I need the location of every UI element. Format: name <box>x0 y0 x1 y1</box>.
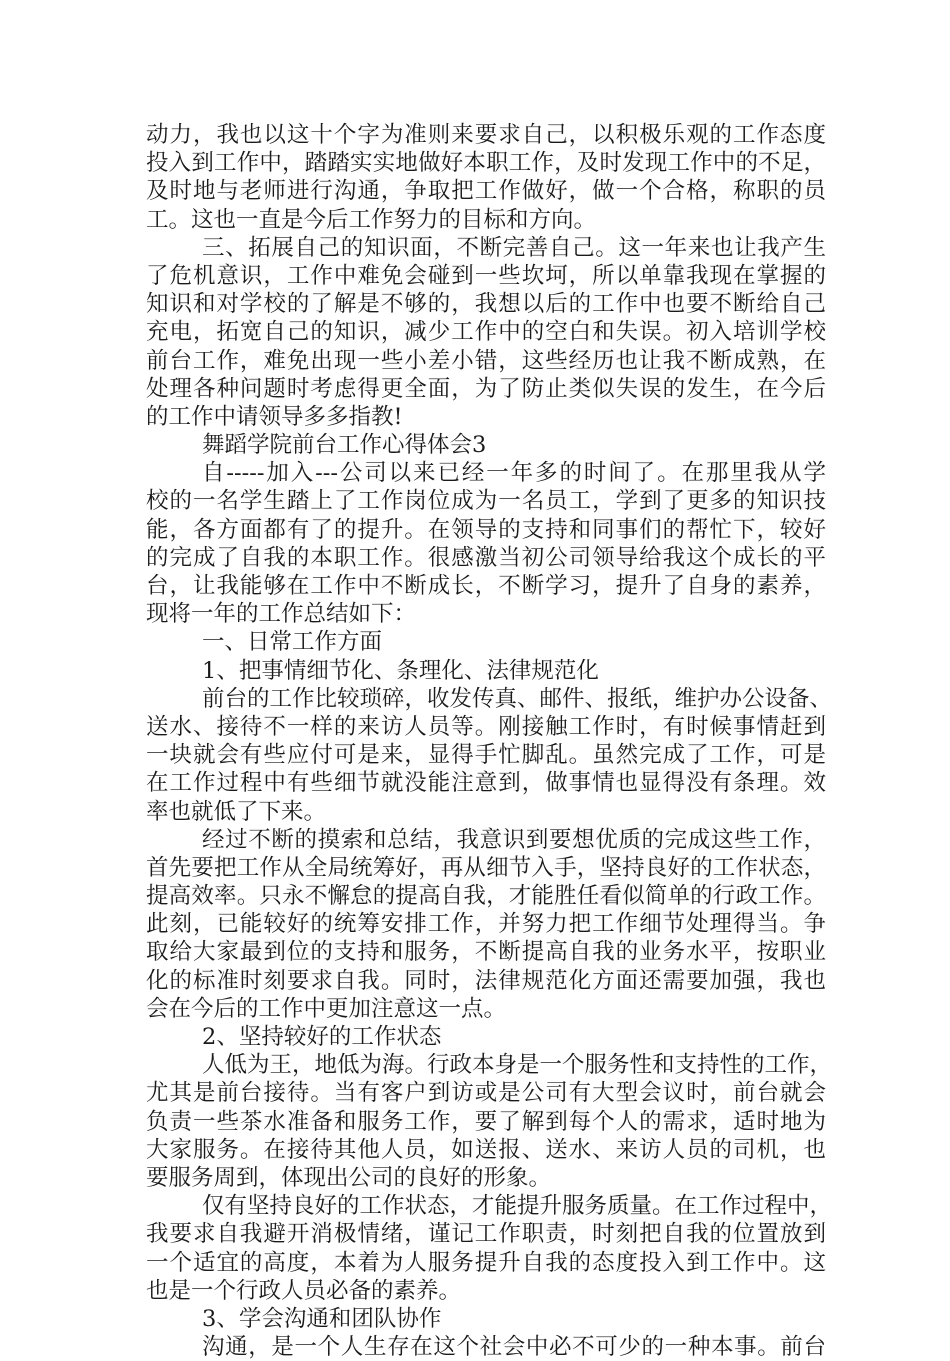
text-line: 沟通，是一个人生存在这个社会中必不可少的一种本事。前台 <box>202 1334 826 1361</box>
text-line: 自-----加入---公司以来已经一年多的时间了。在那里我从学 <box>202 460 826 487</box>
text-line: 舞蹈学院前台工作心得体会3 <box>202 432 487 459</box>
text-line: 一块就会有些应付可是来，显得手忙脚乱。虽然完成了工作，可是 <box>146 742 826 769</box>
text-line: 首先要把工作从全局统筹好，再从细节入手，坚持良好的工作状态， <box>146 854 826 881</box>
text-line: 仅有坚持良好的工作状态，才能提升服务质量。在工作过程中， <box>202 1193 833 1220</box>
text-line: 充电，拓宽自己的知识，减少工作中的空白和失误。初入培训学校 <box>146 319 826 346</box>
text-line: 前台工作，难免出现一些小差小错，这些经历也让我不断成熟，在 <box>146 347 826 374</box>
text-line: 现将一年的工作总结如下： <box>146 601 417 628</box>
text-line: 也是一个行政人员必备的素养。 <box>146 1277 462 1304</box>
text-line: 知识和对学校的了解是不够的，我想以后的工作中也要不断给自己 <box>146 291 826 318</box>
text-line: 工。这也一直是今后工作努力的目标和方向。 <box>146 206 597 233</box>
document-body <box>146 121 833 1361</box>
text-line: 一、日常工作方面 <box>202 629 383 656</box>
text-line: 1、把事情细节化、条理化、法律规范化 <box>202 657 599 684</box>
text-line: 校的一名学生踏上了工作岗位成为一名员工，学到了更多的知识技 <box>146 488 826 515</box>
text-line: 台，让我能够在工作中不断成长，不断学习，提升了自身的素养， <box>146 573 826 599</box>
text-line: 在工作过程中有些细节就没能注意到，做事情也显得没有条理。效 <box>146 770 826 797</box>
text-line: 动力，我也以这十个字为准则来要求自己，以积极乐观的工作态度 <box>146 122 826 148</box>
text-line: 的完成了自我的本职工作。很感激当初公司领导给我这个成长的平 <box>146 544 826 571</box>
text-line: 送水、接待不一样的来访人员等。刚接触工作时，有时候事情赶到 <box>146 713 826 740</box>
text-line: 前台的工作比较琐碎，收发传真、邮件、报纸，维护办公设备、 <box>202 685 833 712</box>
text-line: 大家服务。在接待其他人员，如送报、送水、来访人员的司机，也 <box>146 1136 826 1163</box>
text-line: 3、学会沟通和团队协作 <box>202 1305 442 1332</box>
text-line: 经过不断的摸索和总结，我意识到要想优质的完成这些工作， <box>202 826 826 853</box>
text-line: 要服务周到，体现出公司的良好的形象。 <box>146 1164 552 1191</box>
text-line: 了危机意识，工作中难免会碰到一些坎坷，所以单靠我现在掌握的 <box>146 262 826 289</box>
text-line: 三、拓展自己的知识面，不断完善自己。这一年来也让我产生 <box>202 234 826 261</box>
text-line: 的工作中请领导多多指教! <box>146 403 403 430</box>
text-line: 能，各方面都有了的提升。在领导的支持和同事们的帮忙下，较好 <box>146 516 826 543</box>
text-line: 一个适宜的高度，本着为人服务提升自我的态度投入到工作中。这 <box>146 1249 826 1276</box>
text-line: 提高效率。只永不懈怠的提高自我，才能胜任看似简单的行政工作。 <box>146 883 826 910</box>
text-line: 化的标准时刻要求自我。同时，法律规范化方面还需要加强，我也 <box>146 967 826 994</box>
text-line: 此刻，已能较好的统筹安排工作，并努力把工作细节处理得当。争 <box>146 911 826 938</box>
text-line: 率也就低了下来。 <box>146 798 327 825</box>
text-line: 尤其是前台接待。当有客户到访或是公司有大型会议时，前台就会 <box>146 1080 826 1107</box>
text-line: 2、坚持较好的工作状态 <box>202 1024 442 1050</box>
text-line: 我要求自我避开消极情绪，谨记工作职责，时刻把自我的位置放到 <box>146 1221 826 1248</box>
text-line: 取给大家最到位的支持和服务，不断提高自我的业务水平，按职业 <box>146 939 826 966</box>
text-line: 处理各种问题时考虑得更全面，为了防止类似失误的发生，在今后 <box>146 375 826 402</box>
text-line: 及时地与老师进行沟通，争取把工作做好，做一个合格，称职的员 <box>146 178 826 205</box>
text-line: 负责一些茶水准备和服务工作，要了解到每个人的需求，适时地为 <box>146 1108 826 1135</box>
text-line: 投入到工作中，踏踏实实地做好本职工作，及时发现工作中的不足， <box>146 150 826 177</box>
text-line: 人低为王，地低为海。行政本身是一个服务性和支持性的工作， <box>202 1052 833 1079</box>
text-line: 会在今后的工作中更加注意这一点。 <box>146 995 507 1022</box>
